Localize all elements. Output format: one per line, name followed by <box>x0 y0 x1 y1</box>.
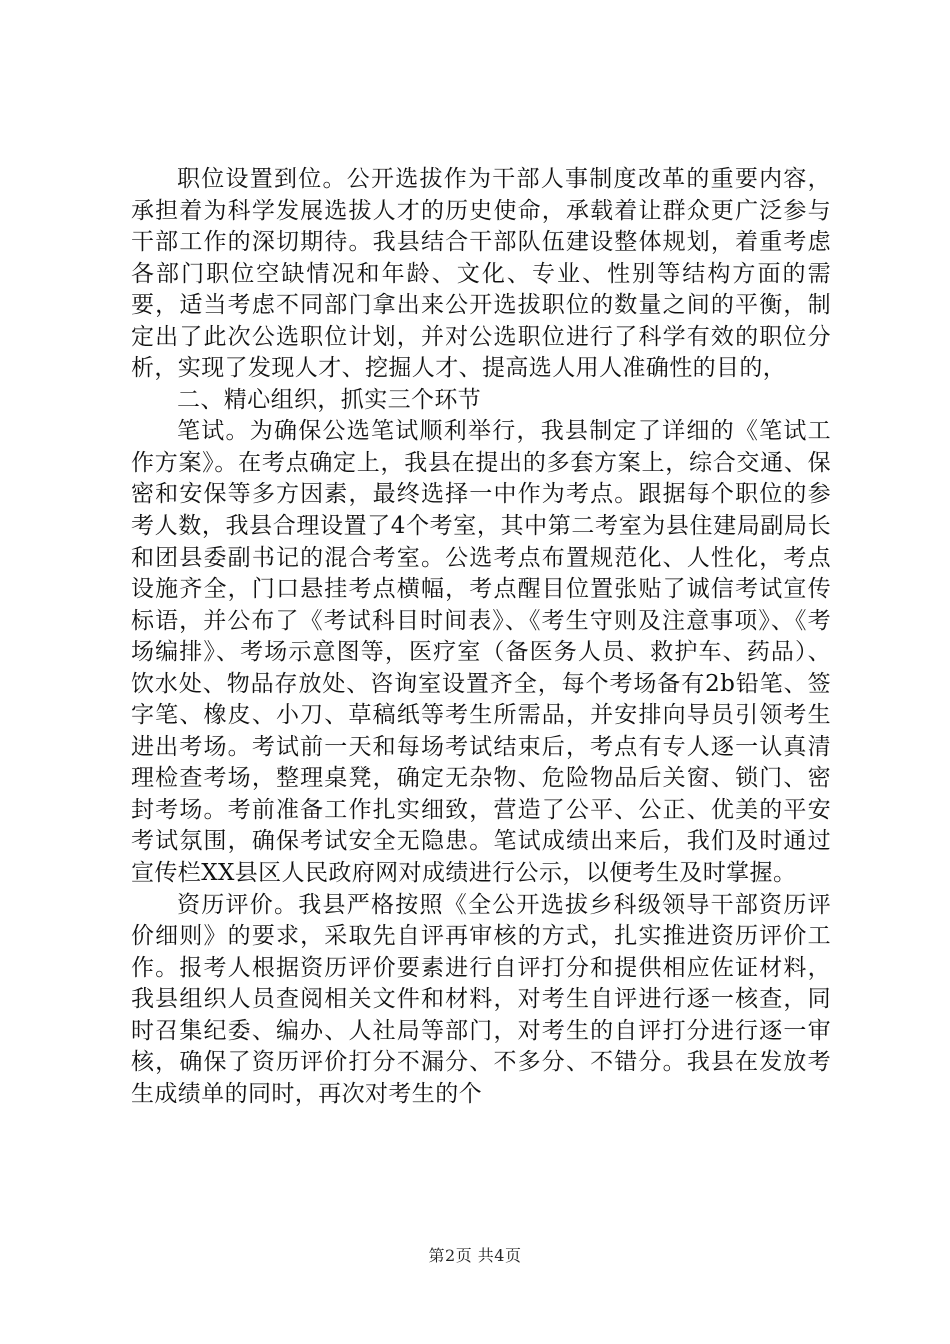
paragraph-position-setup: 职位设置到位。公开选拔作为干部人事制度改革的重要内容，承担着为科学发展选拔人才的历史使命，承载着让群众更广泛参与干部工作的深切期待。我县结合干部队伍建设整体规划，着重考虑各部门职位空缺情况和年龄、文化、专业、性别等结构方面的需要，适当考虑不同部门拿出来公开选拔职位的数量之间的平衡，制定出了此次公选职位计划，并对公选职位进行了科学有效的职位分析，实现了发现人才、挖掘人才、提高选人用人准确性的目的， <box>131 166 831 382</box>
page-footer: 第2页 共4页 <box>428 1246 522 1265</box>
paragraph-qualification-evaluation: 资历评价。我县严格按照《全公开选拔乡科级领导干部资历评价细则》的要求，采取先自评再审核的方式，扎实推进资历评价工作。报考人根据资历评价要素进行自评打分和提供相应佐证材料，我县组织人员查阅相关文件和材料，对考生自评进行逐一核查，同时召集纪委、编办、人社局等部门，对考生的自评打分进行逐一审核，确保了资历评价打分不漏分、不多分、不错分。我县在发放考生成绩单的同时，再次对考生的个 <box>131 891 831 1107</box>
section-heading: 二、精心组织，抓实三个环节 <box>177 386 482 413</box>
document-body <box>131 164 831 1110</box>
paragraph-written-exam: 笔试。为确保公选笔试顺利举行，我县制定了详细的《笔试工作方案》。在考点确定上，我县在提出的多套方案上，综合交通、保密和安保等多方因素，最终选择一中作为考点。跟据每个职位的参考人数，我县合理设置了4个考室，其中第二考室为县住建局副局长和团县委副书记的混合考室。公选考点布置规范化、人性化，考点设施齐全，门口悬挂考点横幅，考点醒目位置张贴了诚信考试宣传标语，并公布了《考试科目时间表》、《考生守则及注意事项》、《考场编排》、考场示意图等，医疗室（备医务人员、救护车、药品）、饮水处、物品存放处、咨询室设置齐全，每个考场备有2b铅笔、签字笔、橡皮、小刀、草稿纸等考生所需品，并安排向导员引领考生进出考场。考试前一天和每场考试结束后，考点有专人逐一认真清理检查考场，整理桌凳，确定无杂物、危险物品后关窗、锁门、密封考场。考前准备工作扎实细致，营造了公平、公正、优美的平安考试氛围，确保考试安全无隐患。笔试成绩出来后，我们及时通过宣传栏XX县区人民政府网对成绩进行公示，以便考生及时掌握。 <box>131 418 831 887</box>
